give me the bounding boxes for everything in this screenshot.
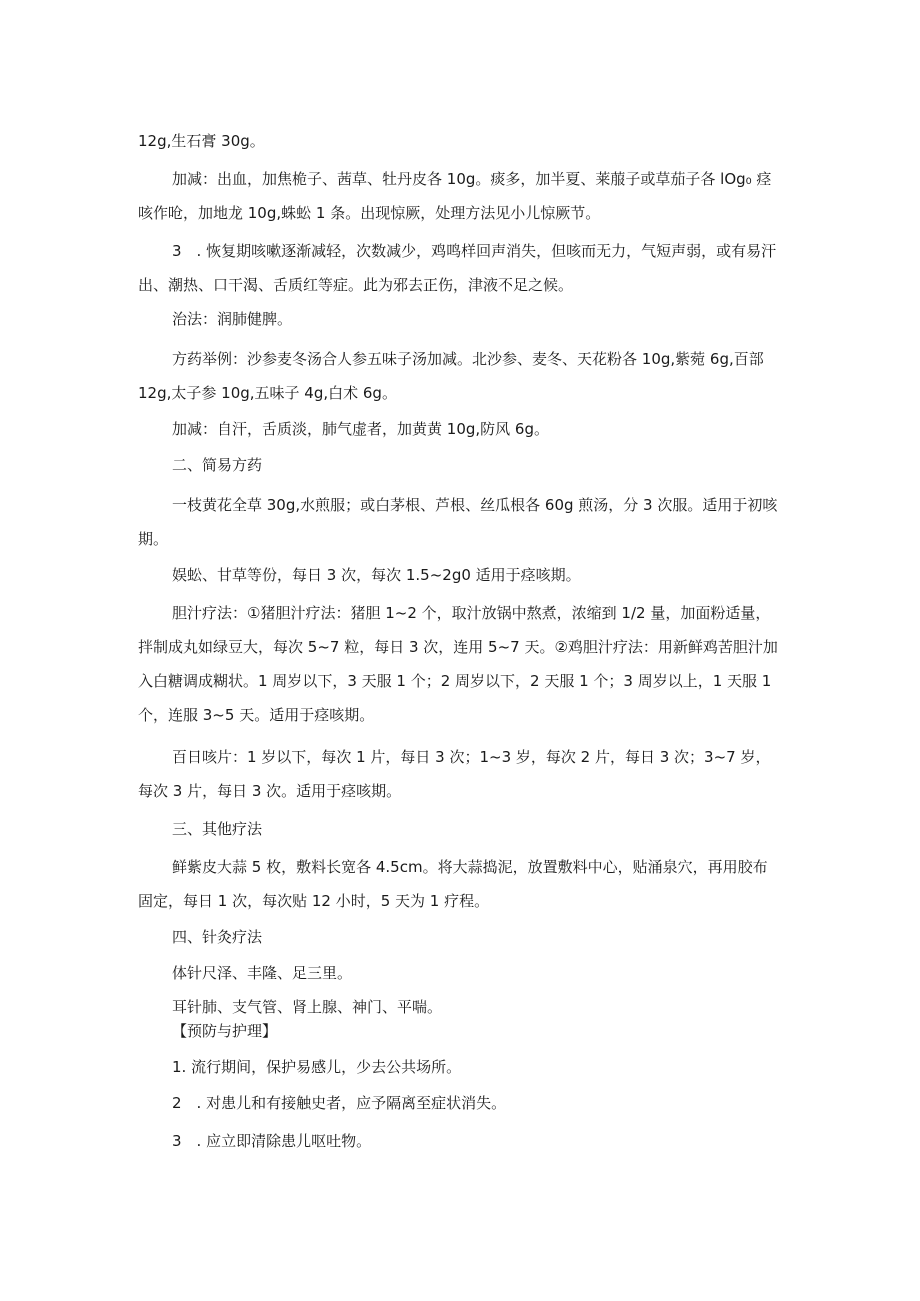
section-heading: 四、针灸疗法 [172, 928, 263, 946]
list-item: 3 . 应立即清除患儿呕吐物。 [172, 1132, 372, 1150]
list-item: 1. 流行期间，保护易感儿，少去公共场所。 [172, 1058, 462, 1076]
paragraph: 耳针肺、支气管、肾上腺、神门、平喘。 [172, 998, 443, 1016]
paragraph: 加减：出血，加焦桅子、茜草、牡丹皮各 10g。痰多，加半夏、莱菔子或草茄子各 lOg₀ 痉咳作呛，加地龙 10g,蛛蚣 1 条。出现惊厥，处理方法见小儿惊厥节。 [138, 170, 772, 222]
paragraph: 体针尺泽、丰隆、足三里。 [172, 964, 353, 982]
paragraph: 治法：润肺健脾。 [172, 310, 293, 328]
paragraph: 一枝黄花全草 30g,水煎服；或白茅根、芦根、丝瓜根各 60g 煎汤，分 3 次服。适用于初咳期。 [138, 496, 778, 548]
list-item: 2 . 对患儿和有接触史者，应予隔离至症状消失。 [172, 1094, 507, 1112]
paragraph: 加减：自汗，舌质淡，肺气虚者，加黄黄 10g,防风 6g。 [172, 420, 549, 438]
section-heading: 二、简易方药 [172, 456, 263, 474]
paragraph: 百日咳片：1 岁以下，每次 1 片，每日 3 次；1~3 岁，每次 2 片，每日 3 次；3~7 岁，每次 3 片，每日 3 次。适用于痉咳期。 [138, 748, 771, 800]
text-line: 12g,生石膏 30g。 [138, 132, 265, 150]
paragraph: 娱蚣、甘草等份，每日 3 次，每次 1.5~2g0 适用于痉咳期。 [172, 566, 581, 584]
paragraph: 胆汁疗法：①猪胆汁疗法：猪胆 1~2 个，取汁放锅中熬煮，浓缩到 1/2 量，加面粉适量，拌制成丸如绿豆大，每次 5~7 粒，每日 3 次，连用 5~7 天。②鸡胆汁疗法：用新鲜鸡苦胆汁加入白糖调成糊状。1 周岁以下，3 天服 1 个；2 周岁以下，2 天服 1 个；3 周岁以上，1 天服 1 个，连服 3~5 天。适用于痉咳期。 [138, 604, 778, 724]
paragraph: 3 . 恢复期咳嗽逐渐减轻，次数减少，鸡鸣样回声消失，但咳而无力，气短声弱，或有易汗出、潮热、口干渴、舌质红等症。此为邪去正伤，津液不足之候。 [138, 242, 777, 294]
paragraph: 方药举例：沙参麦冬汤合人参五味子汤加减。北沙参、麦冬、天花粉各 10g,紫菀 6g,百部 12g,太子参 10g,五味子 4g,白术 6g。 [138, 350, 769, 402]
section-heading: 三、其他疗法 [172, 820, 263, 838]
section-heading: 【预防与护理】 [172, 1022, 278, 1040]
paragraph: 鲜紫皮大蒜 5 枚，敷料长宽各 4.5cm。将大蒜捣泥，放置敷料中心，贴涌泉穴，再用胶布固定，每日 1 次，每次贴 12 小时，5 天为 1 疗程。 [138, 858, 768, 910]
